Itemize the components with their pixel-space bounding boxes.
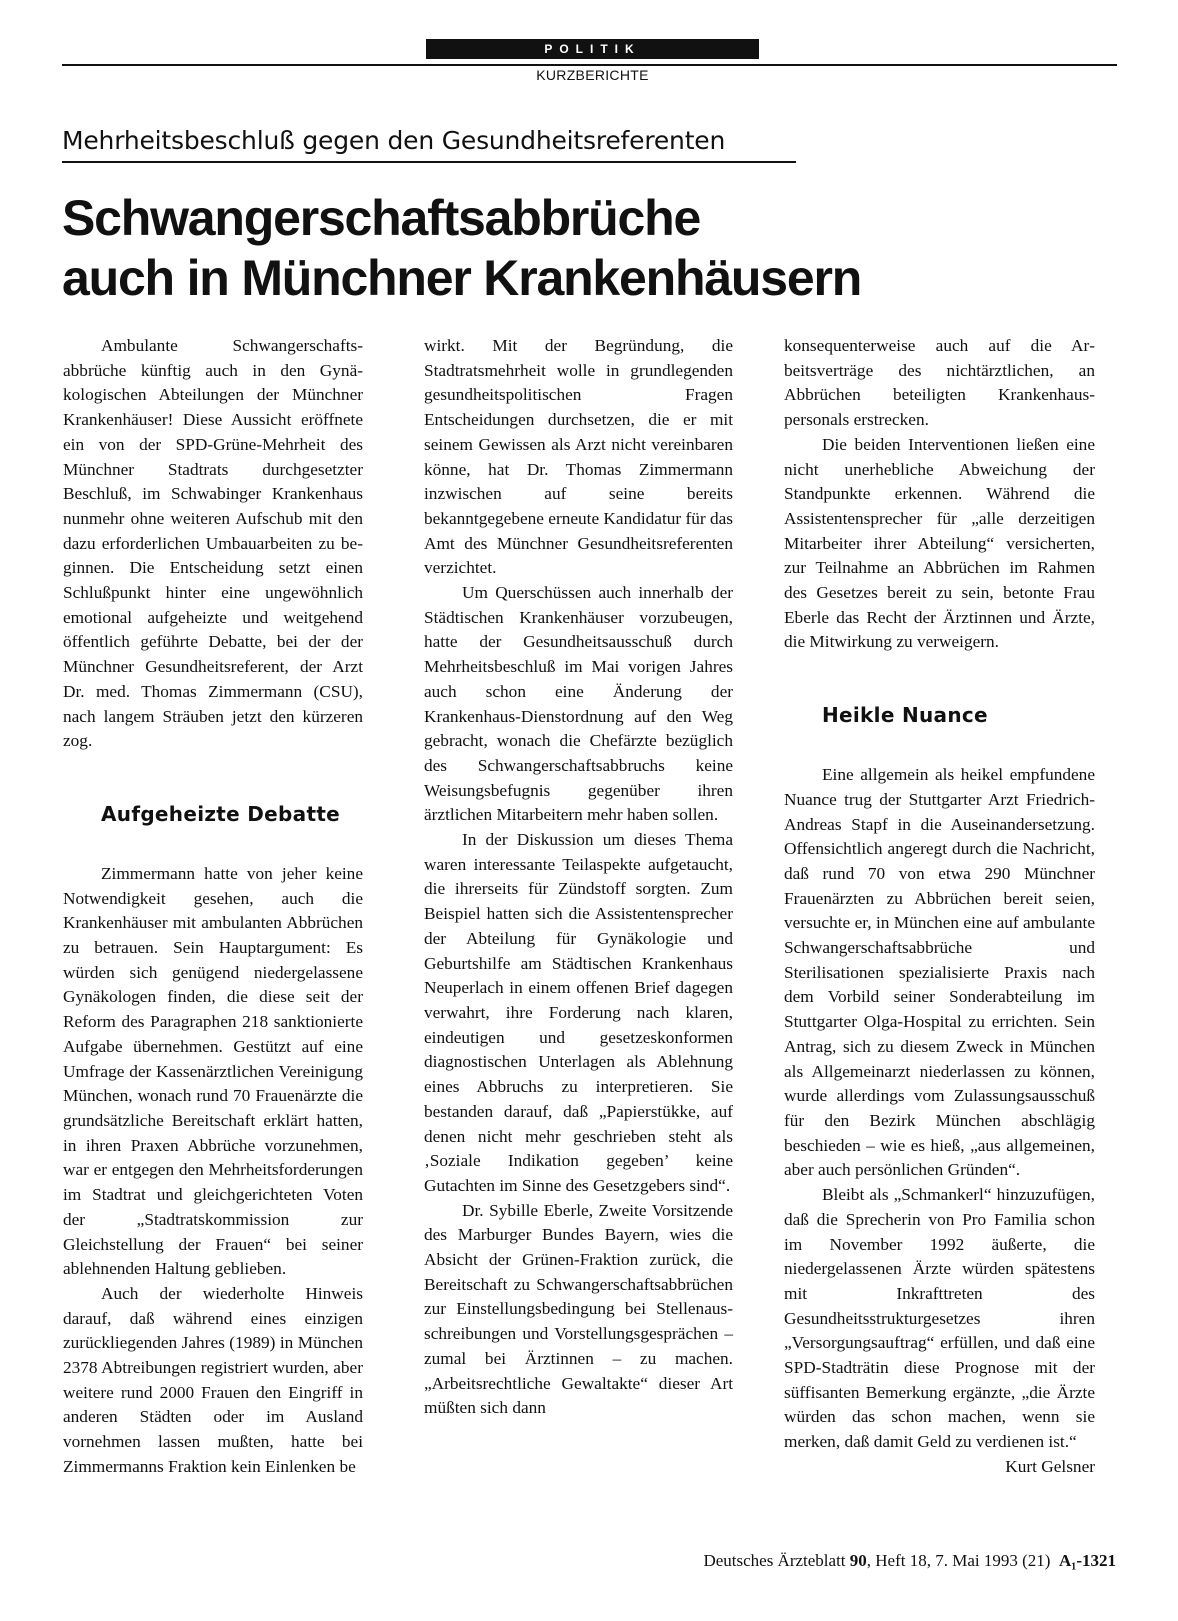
paragraph: In der Diskussion um dieses Thema waren interessante Teilaspekte aufgetaucht, die ihrerseits für Zündstoff sorgten. Zum Beispiel hatten sich die Assistentensprecher der Abteilung für Gynäkologie und Geburtshilfe am Städtischen Krankenhaus Neuperlach in einem offenen Brief dagegen verwahrt, ihre Forderung nach klaren, eindeutigen und gesetzeskonformen diagnostischen Unterlagen als Ablehnung eines Abbruchs zu interpretieren. Sie bestanden darauf, daß „Papierstükke, auf denen nicht mehr geschrieben steht als ‚Soziale Indikation gegeben’ keine Gutachten im Sinne des Gesetzgebers sind“. (424, 830, 733, 1195)
page-number: A₁-1321 (1058, 1551, 1116, 1570)
paragraph: Eine allgemein als heikel empfundene Nuance trug der Stuttgarter Arzt Friedrich-Andreas Stapf in die Auseinandersetzung. Offensichtlich angeregt durch die Nachricht, daß rund 70 von etwa 290 Münchner Frauenärzten zu Abbrüchen bereit seien, versuchte er, in München eine auf ambulante Schwangerschaftsabbrüche und Sterilisationen spezialisierte Praxis nach dem Vorbild seiner Sonderabteilung im Stuttgarter Olga-Hospital zu errichten. Sein Antrag, sich zu diesem Zweck in München als Allgemeinarzt niederlassen zu können, wurde allerdings vom Zulassungsausschuß für den Bezirk München abschlägig beschieden – wie es hieß, „aus allgemeinen, aber auch persönlichen Gründen“. (784, 765, 1095, 1180)
paragraph: Die beiden Interventionen ließen eine nicht unerhebliche Abweichung der Standpunkte erkennen. Während die Assistentensprecher für „alle derzeitigen Mitarbeiter ihrer Abteilung“ versicherten, zur Teilnahme an Abbrüchen im Rahmen des Gesetzes bereit zu sein, betonte Frau Eberle das Recht der Ärztinnen und Ärzte, die Mitwirkung zu verweigern. (784, 434, 1095, 652)
subheading: Heikle Nuance (822, 703, 988, 728)
paragraph: Zimmermann hatte von jeher keine Notwendigkeit gesehen, auch die Krankenhäuser mit ambulanten Abbrüchen zu betrauen. Sein Hauptargument: Es würden sich genügend niedergelassene Gynäkologen finden, die diese seit der Reform des Paragraphen 218 sanktionierte Aufgabe übernehmen. Gestützt auf eine Umfrage der Kassenärztlichen Vereinigung München, wonach rund 70 Frauenärzte die grundsätzliche Bereitschaft erklärt hatten, in ihren Praxen Abbrüche vorzunehmen, war er entgegen den Mehrheitsforderungen im Stadtrat und gleichgerichteten Voten der „Stadtratskommission zur Gleichstellung der Frauen“ bei seiner ablehnenden Haltung geblieben. (63, 863, 363, 1279)
paragraph: Dr. Sybille Eberle, Zweite Vorsitzende des Marburger Bundes Bayern, wies die Absicht der Grünen-Fraktion zurück, die Bereitschaft zu Schwangerschaftsabbrüchen zur Einstellungsbedingung bei Stellenausschreibungen und Vorstellungsgesprächen – zumal bei Ärztinnen – zu machen. „Arbeitsrechtliche Gewaltakte“ dieser Art müßten sich dann (424, 1200, 733, 1418)
article-headline (62, 188, 861, 308)
paragraph: Um Querschüssen auch innerhalb der Städtischen Krankenhäuser vorzubeugen, hatte der Gesundheitsausschuß durch Mehrheitsbeschluß im Mai vorigen Jahres auch schon eine Änderung der Krankenhaus-Dienstordnung auf den Weg gebracht, wonach die Chefärzte bezüglich des Schwangerschaftsabbruchs keine Weisungsbefugnis gegenüber ihren ärztlichen Mitarbeitern mehr haben sollen. (424, 583, 733, 825)
paragraph: wirkt. Mit der Begründung, die Stadtratsmehrheit wolle in grundlegenden gesundheitspolitischen Fragen Entscheidungen durchsetzen, die er mit seinem Gewissen als Arzt nicht vereinbaren könne, hat Dr. Thomas Zimmermann inzwischen auf seine bereits bekanntgegebene erneute Kandidatur für das Amt des Münchner Gesundheitsreferenten verzichtet. (424, 336, 734, 578)
issue-info: , Heft 18, 7. Mai 1993 (21) (866, 1551, 1051, 1570)
headline-line-2: auch in Münchner Krankenhäusern (62, 250, 862, 306)
subheading: Aufgeheizte Debatte (101, 801, 341, 826)
headline-line-1: Schwangerschaftsabbrüche (62, 190, 701, 246)
article-column-2 (424, 334, 733, 1421)
article-column-1 (63, 334, 363, 1480)
paragraph: Bleibt als „Schmankerl“ hinzuzufügen, daß die Sprecherin von Pro Familia schon im November 1992 äußerte, die niedergelassenen Ärzte würden spätestens mit Inkrafttreten des Gesundheitsstrukturgesetzes ihren „Versorgungsauftrag“ erfüllen, und daß eine SPD-Stadträtin diese Prognose mit der süffisanten Bemerkung ergänzte, „die Ärzte würden das schon machen, wenn sie merken, daß damit Geld zu verdienen ist.“ (784, 1185, 1095, 1452)
kicker-rule (62, 161, 796, 163)
author-signature: Kurt Gelsner (1005, 1456, 1095, 1476)
journal-volume: 90 (849, 1551, 867, 1570)
journal-name: Deutsches Ärzteblatt (703, 1551, 846, 1570)
paragraph: Auch der wiederholte Hinweis darauf, daß während eines einzigen zurückliegenden Jahres (1989) in München 2378 Abtreibungen registriert wurden, aber weitere rund 2000 Frauen den Eingriff in anderen Städten oder im Ausland vornehmen lassen mußten, hatte bei Zimmermanns Fraktion kein Einlenken be (63, 1283, 363, 1476)
page-footer (703, 1551, 1116, 1571)
paragraph: Ambulante Schwangerschaftsabbrüche künftig auch in den Gynäkologischen Abteilungen der Münchner Krankenhäuser! Diese Aussicht eröffnete ein von der SPD-Grüne-Mehrheit des Münchner Stadtrats durchgesetzter Beschluß, im Schwabinger Krankenhaus nunmehr ohne weiteren Aufschub mit den dazu erforderlichen Umbauarbeiten zu beginnen. Die Entscheidung setzt einen Schlußpunkt hinter eine ungewöhnlich emotional aufgeheizte und weitgehend öffentlich geführte Debatte, bei der der Münchner Gesundheitsreferent, der Arzt Dr. med. Thomas Zimmermann (CSU), nach langem Sträuben jetzt den kürzeren zog. (63, 336, 363, 751)
article-column-3 (784, 334, 1095, 1480)
paragraph: konsequenterweise auch auf die Arbeitsverträge des nichtärztlichen, an Abbrüchen beteiligten Krankenhauspersonals erstrecken. (784, 336, 1095, 430)
subsection-label: KURZBERICHTE (536, 67, 649, 83)
article-kicker: Mehrheitsbeschluß gegen den Gesundheitsreferenten (62, 126, 726, 155)
section-label: POLITIK (426, 39, 759, 59)
